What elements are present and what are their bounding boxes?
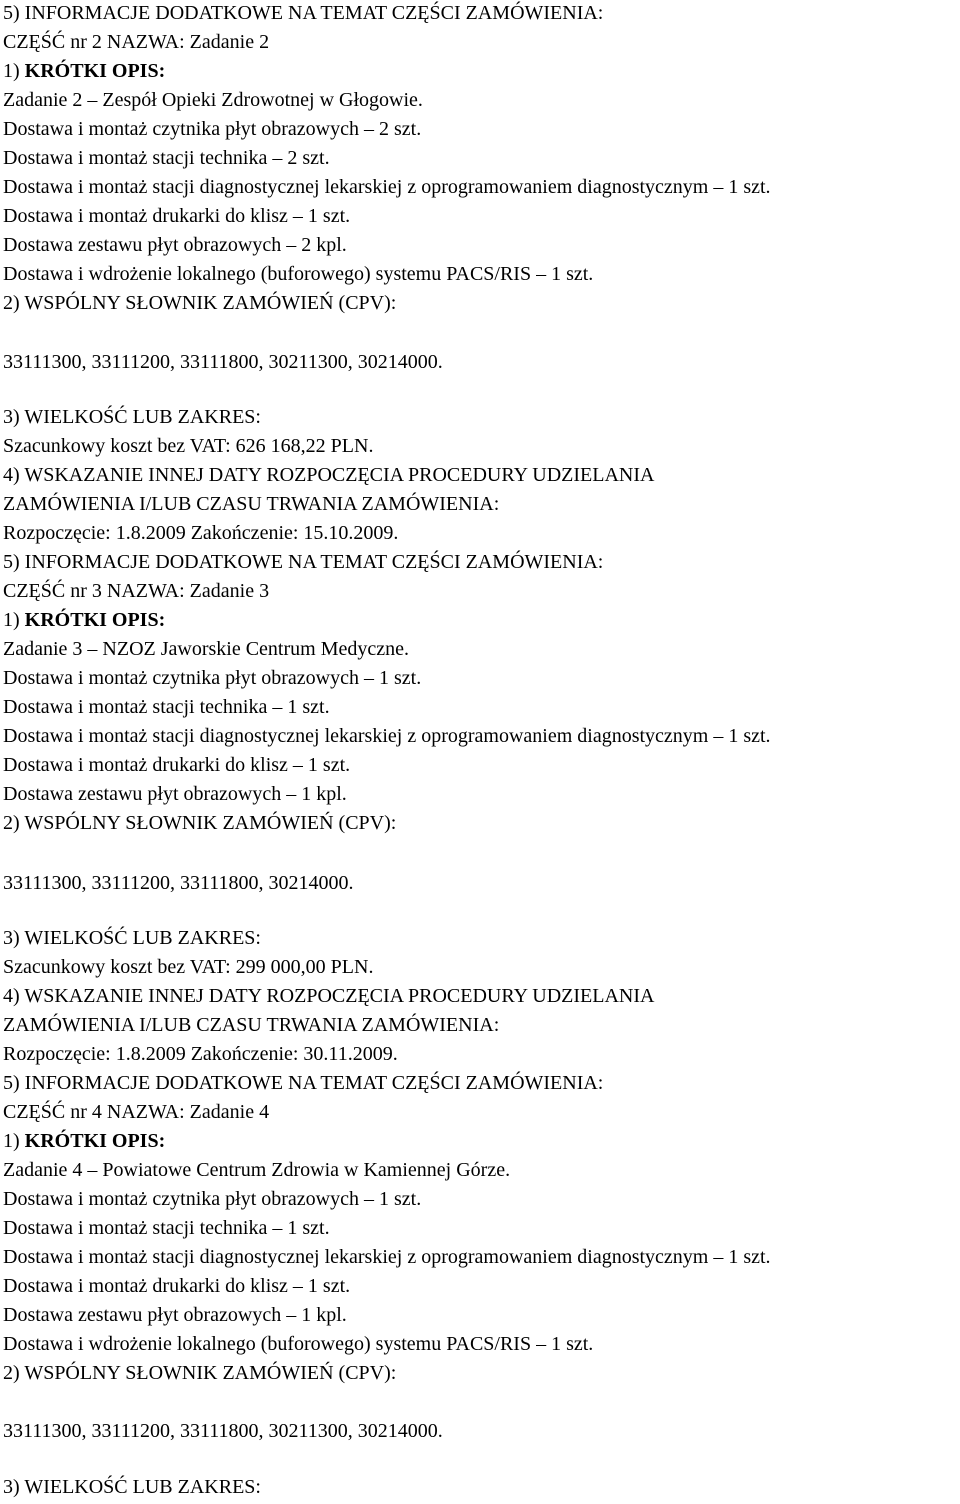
line-text: Dostawa i montaż stacji technika – 1 szt. <box>3 696 330 718</box>
line-text: Dostawa i wdrożenie lokalnego (buforowego) systemu PACS/RIS – 1 szt. <box>3 263 594 285</box>
document-line <box>3 665 421 691</box>
document-line <box>3 232 347 258</box>
document-line <box>3 636 409 662</box>
line-text: WSPÓLNY SŁOWNIK ZAMÓWIEŃ (CPV): <box>24 1362 397 1384</box>
line-text: Dostawa i montaż stacji diagnostycznej lekarskiej z oprogramowaniem diagnostycznym – 1 szt. <box>3 176 771 198</box>
document-line <box>3 694 330 720</box>
line-text: Zadanie 4 – Powiatowe Centrum Zdrowia w Kamiennej Górze. <box>3 1159 511 1181</box>
line-text: KRÓTKI OPIS: <box>24 1130 166 1152</box>
document-line <box>3 1128 165 1154</box>
document-line <box>3 1360 396 1386</box>
line-text: Dostawa i montaż czytnika płyt obrazowych – 2 szt. <box>3 118 422 140</box>
document-line <box>3 203 350 229</box>
line-text: WIELKOŚĆ LUB ZAKRES: <box>24 406 261 428</box>
line-text: 33111300, 33111200, 33111800, 30214000. <box>3 872 354 894</box>
line-text: 4) <box>3 985 25 1007</box>
line-text: WSPÓLNY SŁOWNIK ZAMÓWIEŃ (CPV): <box>24 812 397 834</box>
line-text: WSPÓLNY SŁOWNIK ZAMÓWIEŃ (CPV): <box>24 292 397 314</box>
line-text: CZĘŚĆ nr 3 NAZWA: Zadanie 3 <box>3 580 270 602</box>
line-text: 2) <box>3 812 25 834</box>
document-line <box>3 290 396 316</box>
line-text: 3) <box>3 406 25 428</box>
document-line <box>3 810 396 836</box>
line-text: 5) <box>3 2 25 24</box>
document-line <box>3 1070 603 1096</box>
document-line <box>3 261 593 287</box>
document-line <box>3 578 269 604</box>
line-text: 3) <box>3 927 25 949</box>
document-line <box>3 925 261 951</box>
line-text: Dostawa i montaż stacji diagnostycznej lekarskiej z oprogramowaniem diagnostycznym – 1 szt. <box>3 725 771 747</box>
document-line <box>3 549 603 575</box>
document-line <box>3 116 421 142</box>
document-line <box>3 462 654 488</box>
line-text: CZĘŚĆ nr 4 NAZWA: Zadanie 4 <box>3 1101 270 1123</box>
line-text: ZAMÓWIENIA I/LUB CZASU TRWANIA ZAMÓWIENIA: <box>3 493 500 515</box>
line-text: WIELKOŚĆ LUB ZAKRES: <box>24 927 261 949</box>
document-line <box>3 607 165 633</box>
document-line <box>3 174 771 200</box>
line-text: Dostawa i montaż czytnika płyt obrazowych – 1 szt. <box>3 667 422 689</box>
line-text: KRÓTKI OPIS: <box>24 609 166 631</box>
line-text: WSKAZANIE INNEJ DATY ROZPOCZĘCIA PROCEDURY UDZIELANIA <box>24 985 655 1007</box>
document-line <box>3 1273 350 1299</box>
line-text: Rozpoczęcie: 1.8.2009 Zakończenie: 30.11.2009. <box>3 1043 398 1065</box>
document-line <box>3 29 269 55</box>
line-text: ZAMÓWIENIA I/LUB CZASU TRWANIA ZAMÓWIENIA: <box>3 1014 500 1036</box>
document-line <box>3 1215 330 1241</box>
document-line <box>3 1012 499 1038</box>
line-text: 3) <box>3 1476 25 1498</box>
document-line <box>3 1302 347 1328</box>
line-text: 5) <box>3 551 25 573</box>
document-line <box>3 1157 510 1183</box>
document-line <box>3 781 347 807</box>
line-text: Dostawa i montaż stacji technika – 2 szt. <box>3 147 330 169</box>
line-text: Szacunkowy koszt bez VAT: 626 168,22 PLN. <box>3 435 374 457</box>
document-line <box>3 1418 443 1444</box>
line-text: Dostawa i wdrożenie lokalnego (buforowego) systemu PACS/RIS – 1 szt. <box>3 1333 594 1355</box>
line-text: Dostawa i montaż czytnika płyt obrazowych – 1 szt. <box>3 1188 422 1210</box>
document-line <box>3 491 499 517</box>
document-line <box>3 1474 261 1500</box>
document-line <box>3 1331 593 1357</box>
line-text: 2) <box>3 1362 25 1384</box>
line-text: KRÓTKI OPIS: <box>24 60 166 82</box>
document-line <box>3 0 603 26</box>
line-text: CZĘŚĆ nr 2 NAZWA: Zadanie 2 <box>3 31 270 53</box>
document-line <box>3 58 165 84</box>
document-line <box>3 752 350 778</box>
line-text: 2) <box>3 292 25 314</box>
document-line <box>3 349 443 375</box>
document-line <box>3 145 330 171</box>
document-line <box>3 1099 269 1125</box>
line-text: Dostawa zestawu płyt obrazowych – 2 kpl. <box>3 234 347 256</box>
line-text: Rozpoczęcie: 1.8.2009 Zakończenie: 15.10.2009. <box>3 522 399 544</box>
line-text: 33111300, 33111200, 33111800, 30211300, 30214000. <box>3 1420 443 1442</box>
line-text: Dostawa zestawu płyt obrazowych – 1 kpl. <box>3 1304 347 1326</box>
line-text: Zadanie 3 – NZOZ Jaworskie Centrum Medyczne. <box>3 638 409 660</box>
line-text: INFORMACJE DODATKOWE NA TEMAT CZĘŚCI ZAMÓWIENIA: <box>24 2 604 24</box>
document-line <box>3 404 261 430</box>
line-text: Zadanie 2 – Zespół Opieki Zdrowotnej w Głogowie. <box>3 89 423 111</box>
line-text: 33111300, 33111200, 33111800, 30211300, 30214000. <box>3 351 443 373</box>
line-text: Szacunkowy koszt bez VAT: 299 000,00 PLN. <box>3 956 374 978</box>
line-text: INFORMACJE DODATKOWE NA TEMAT CZĘŚCI ZAMÓWIENIA: <box>24 551 604 573</box>
document-line <box>3 433 373 459</box>
document-line <box>3 983 654 1009</box>
line-text: 1) <box>3 60 25 82</box>
document-line <box>3 870 354 896</box>
document-line <box>3 723 771 749</box>
document-line <box>3 1041 398 1067</box>
line-text: WIELKOŚĆ LUB ZAKRES: <box>24 1476 261 1498</box>
line-text: Dostawa i montaż stacji diagnostycznej lekarskiej z oprogramowaniem diagnostycznym – 1 szt. <box>3 1246 771 1268</box>
line-text: 4) <box>3 464 25 486</box>
document-line <box>3 954 373 980</box>
line-text: 1) <box>3 1130 25 1152</box>
line-text: Dostawa i montaż drukarki do klisz – 1 szt. <box>3 1275 351 1297</box>
line-text: Dostawa zestawu płyt obrazowych – 1 kpl. <box>3 783 347 805</box>
line-text: 1) <box>3 609 25 631</box>
line-text: Dostawa i montaż drukarki do klisz – 1 szt. <box>3 205 351 227</box>
document-line <box>3 1186 421 1212</box>
document-line <box>3 87 423 113</box>
line-text: WSKAZANIE INNEJ DATY ROZPOCZĘCIA PROCEDURY UDZIELANIA <box>24 464 655 486</box>
line-text: 5) <box>3 1072 25 1094</box>
document-line <box>3 520 398 546</box>
line-text: Dostawa i montaż drukarki do klisz – 1 szt. <box>3 754 351 776</box>
line-text: Dostawa i montaż stacji technika – 1 szt. <box>3 1217 330 1239</box>
line-text: INFORMACJE DODATKOWE NA TEMAT CZĘŚCI ZAMÓWIENIA: <box>24 1072 604 1094</box>
document-line <box>3 1244 771 1270</box>
